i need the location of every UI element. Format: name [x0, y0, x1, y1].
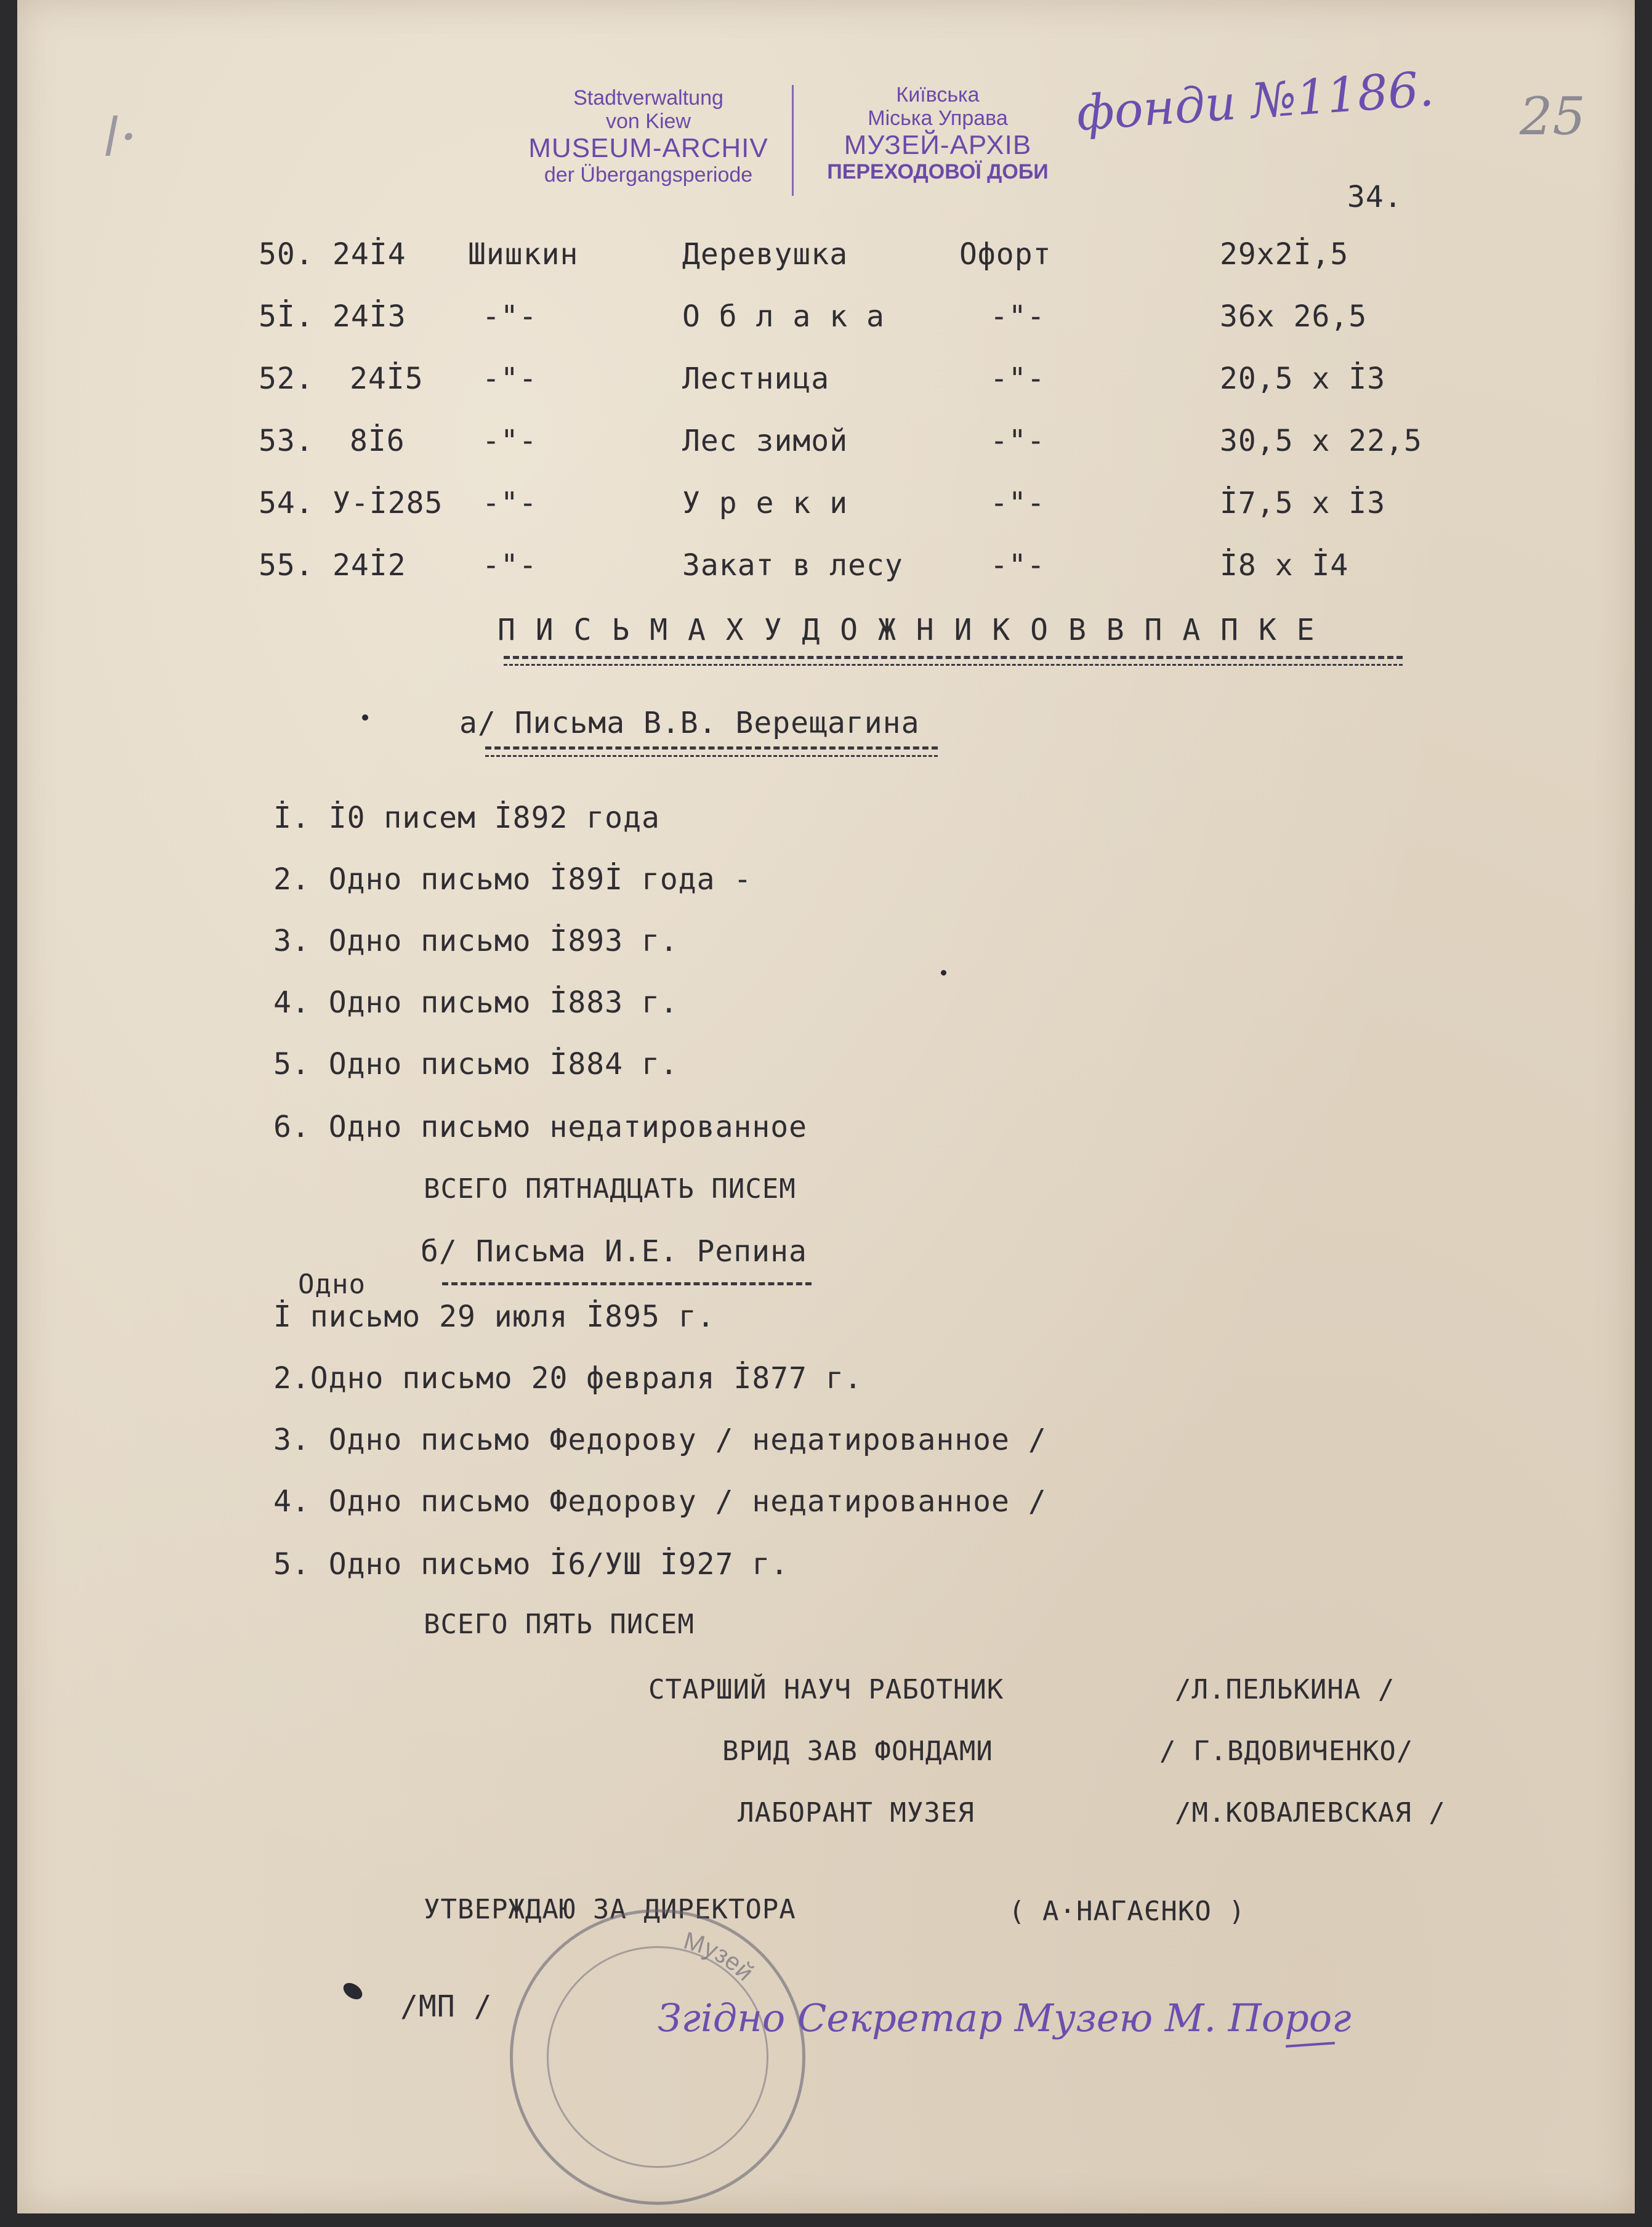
inventory-number: 24İ3 — [332, 299, 406, 334]
museum-seal — [510, 1909, 805, 2205]
artist: -"- — [482, 299, 538, 334]
list-item: 4. Одно письмо İ883 г. — [273, 985, 679, 1020]
artwork-title: О б л а к а — [682, 299, 885, 334]
dimensions: İ8 x İ4 — [1220, 548, 1349, 583]
ink-dot — [362, 714, 368, 721]
seal-text-ring — [513, 1912, 808, 2208]
list-item: 3. Одно письмо İ893 г. — [273, 924, 679, 958]
artwork-title: Закат в лесу — [682, 548, 903, 583]
ink-dot — [941, 970, 946, 976]
list-item: İ. İ0 писем İ892 года — [273, 801, 660, 835]
list-item: 5. Одно письмо İ6/УШ İ927 г. — [273, 1547, 789, 1582]
archive-stamp-german — [510, 86, 787, 187]
signature-position: ВРИД ЗАВ ФОНДАМИ — [722, 1736, 993, 1767]
section-title-underline — [504, 656, 1403, 659]
secretary-signature-stroke — [1286, 2042, 1335, 2048]
artist: -"- — [482, 424, 538, 458]
dimensions: İ7,5 x İ3 — [1220, 486, 1386, 520]
signature-name: /М.КОВАЛЕВСКАЯ / — [1175, 1797, 1446, 1829]
signature-position: СТАРШИЙ НАУЧ РАБОТНИК — [648, 1674, 1004, 1705]
subsection-a-underline — [485, 746, 938, 750]
row-number: 50. — [259, 237, 314, 272]
inventory-number: 24İ2 — [332, 548, 406, 583]
row-number: 55. — [259, 548, 314, 583]
artwork-title: Лес зимой — [682, 424, 848, 458]
technique: -"- — [990, 486, 1046, 520]
signature-position: ЛАБОРАНТ МУЗЕЯ — [738, 1797, 975, 1829]
stamp-divider — [792, 85, 794, 196]
page-number: 34. — [1347, 180, 1403, 214]
technique: -"- — [990, 548, 1046, 583]
technique: -"- — [990, 299, 1046, 334]
signature-name: /Л.ПЕЛЬКИНА / — [1175, 1674, 1395, 1705]
section-title-underline-2 — [504, 664, 1403, 666]
odno-insert: Одно — [298, 1269, 366, 1300]
pencil-folio-number: 25 — [1520, 86, 1586, 147]
handwritten-secretary-note: Згідно Секретар Музею М. Порог — [658, 1995, 1352, 2040]
dimensions: 36x 26,5 — [1220, 299, 1368, 334]
dimensions: 29x2İ,5 — [1220, 237, 1349, 272]
inventory-number: 24İ4 — [332, 237, 406, 272]
subsection-a-title: а/ Письма В.В. Верещагина — [459, 706, 920, 740]
seal-text: Музей — [680, 1926, 759, 1986]
artwork-title: Деревушка — [682, 237, 848, 272]
artist: Шишкин — [468, 237, 579, 272]
total-letters-b: ВСЕГО ПЯТЬ ПИСЕМ — [424, 1609, 695, 1640]
technique: -"- — [990, 424, 1046, 458]
signature-name: / Г.ВДОВИЧЕНКО/ — [1159, 1736, 1414, 1767]
stamp-line: MUSEUM-ARCHIV — [528, 133, 768, 164]
list-item: İ письмо 29 июля İ895 г. — [273, 1299, 715, 1334]
artist: -"- — [482, 362, 538, 396]
archive-stamp-ukrainian — [799, 83, 1076, 184]
subsection-a-underline-2 — [485, 755, 938, 757]
technique: -"- — [990, 362, 1046, 396]
subsection-b-underline — [442, 1282, 812, 1285]
stamp-line: von Kiew — [606, 110, 691, 134]
pencil-mark: ǀ· — [103, 105, 138, 169]
handwritten-fond-number: фонди №1186. — [1074, 61, 1436, 142]
dimensions: 30,5 x 22,5 — [1220, 424, 1422, 458]
svg-text:Музей — [680, 1927, 759, 1986]
list-item: 2.Одно письмо 20 февраля İ877 г. — [273, 1361, 863, 1396]
list-item: 2. Одно письмо İ89İ года - — [273, 862, 752, 897]
stamp-line: Stadtverwaltung — [573, 86, 723, 110]
ink-blot — [340, 1979, 365, 2003]
approval-name: ( А·НАГАЄНКО ) — [1009, 1896, 1246, 1927]
stamp-line: Міська Управа — [868, 107, 1008, 131]
mp-mark: /МП / — [400, 1989, 493, 2024]
list-item: 4. Одно письмо Федорову / недатированное / — [273, 1484, 1047, 1519]
stamp-line: МУЗЕЙ-АРХІВ — [844, 130, 1032, 161]
inventory-number: У-İ285 — [332, 486, 443, 520]
artist: -"- — [482, 548, 538, 583]
artist: -"- — [482, 486, 538, 520]
total-letters-a: ВСЕГО ПЯТНАДЦАТЬ ПИСЕМ — [424, 1173, 796, 1205]
row-number: 52. — [259, 362, 314, 396]
list-item: 3. Одно письмо Федорову / недатированное / — [273, 1423, 1047, 1457]
row-number: 53. — [259, 424, 314, 458]
inventory-number: 8İ6 — [350, 424, 405, 458]
stamp-line: ПЕРЕХОДОВОЇ ДОБИ — [827, 160, 1049, 184]
artwork-title: У р е к и — [682, 486, 848, 520]
artwork-title: Лестница — [682, 362, 830, 396]
technique: Офорт — [959, 237, 1052, 272]
dimensions: 20,5 x İ3 — [1220, 362, 1386, 396]
approval-line: УТВЕРЖДАЮ ЗА ДИРЕКТОРА — [424, 1894, 796, 1925]
stamp-line: Київська — [896, 83, 980, 107]
subsection-b-title: б/ Письма И.Е. Репина — [421, 1234, 807, 1269]
row-number: 5İ. — [259, 299, 314, 334]
row-number: 54. — [259, 486, 314, 520]
list-item: 5. Одно письмо İ884 г. — [273, 1047, 679, 1081]
list-item: 6. Одно письмо недатированное — [273, 1110, 808, 1144]
inventory-number: 24İ5 — [350, 362, 424, 396]
section-title: П И С Ь М А Х У Д О Ж Н И К О В В П А П К Е — [498, 613, 1316, 647]
document-sheet — [17, 0, 1635, 2213]
stamp-line: der Übergangsperiode — [544, 163, 753, 187]
